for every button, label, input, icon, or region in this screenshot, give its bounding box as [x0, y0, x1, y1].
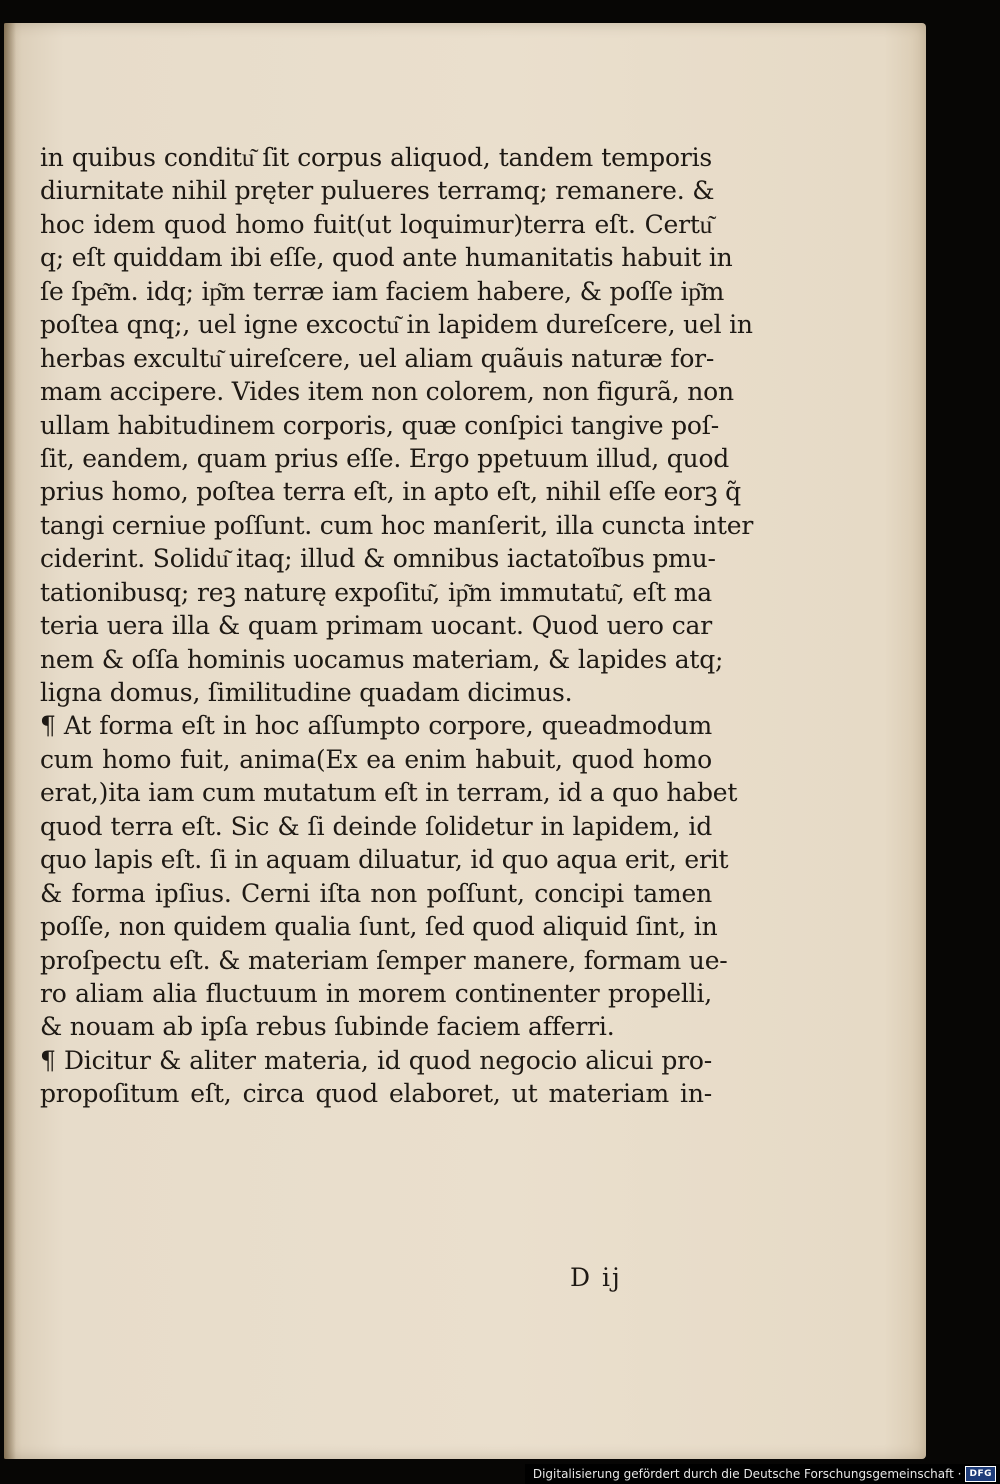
- text-line: proſpectu eſt. & materiam ſemper manere, formam ue-: [40, 945, 728, 975]
- book-page: [4, 23, 926, 1459]
- text-line: tangi cerniue poſſunt. cum hoc manſerit, illa cuncta inter: [40, 510, 754, 540]
- signature-mark: D ij: [570, 1263, 622, 1292]
- text-line: quod terra eſt. Sic & ſi deinde ſolidetur in lapidem, id: [40, 811, 712, 841]
- text-line: ſe ſpe͂m. idq; ip͂m terræ iam faciem habere, & poſſe ip͂m: [40, 276, 725, 306]
- spine-shadow: [4, 23, 16, 1459]
- text-line: tationibusq; reꝫ naturę expoſitu͂, ip͂m immutatu͂, eſt ma: [40, 577, 712, 607]
- text-line: herbas excultu͂ uireſcere, uel aliam quãuis naturæ for-: [40, 343, 715, 373]
- text-line: propoſitum eſt, circa quod elaboret, ut materiam in-: [40, 1079, 712, 1109]
- text-line: ciderint. Solidu͂ itaq; illud & omnibus iactatoı̃bus pmu-: [40, 544, 716, 574]
- text-line: hoc idem quod homo fuit(ut loquimur)terra eſt. Certu͂: [40, 209, 712, 239]
- text-line: prius homo, poſtea terra eſt, in apto eſt, nihil eſſe eorꝫ q̃: [40, 477, 741, 507]
- body-text: [40, 141, 754, 1111]
- text-line: ¶ Dicitur & aliter materia, id quod negocio alicui pro-: [40, 1045, 712, 1075]
- text-line: & forma ipſius. Cerni iſta non poſſunt, concipi tamen: [40, 878, 712, 908]
- dfg-logo-icon: DFG: [965, 1466, 996, 1482]
- text-line: ſit, eandem, quam prius eſſe. Ergo ppetuum illud, quod: [40, 443, 730, 473]
- text-line: erat,)ita iam cum mutatum eſt in terram, id a quo habet: [40, 778, 738, 808]
- text-line: ¶ At forma eſt in hoc aſſumpto corpore, queadmodum: [40, 711, 712, 741]
- text-line: ro aliam alia fluctuum in morem continenter propelli,: [40, 978, 712, 1008]
- digitization-credit-bar: [525, 1464, 1000, 1484]
- text-line: nem & oſſa hominis uocamus materiam, & lapides atq;: [40, 644, 724, 674]
- text-line: quo lapis eſt. ſi in aquam diluatur, id quo aqua erit, erit: [40, 845, 729, 875]
- text-line: ullam habitudinem corporis, quæ conſpici tangive poſ-: [40, 410, 720, 440]
- text-line: ligna domus, ſimilitudine quadam dicimus.: [40, 678, 573, 707]
- text-line: q; eſt quiddam ibi eſſe, quod ante humanitatis habuit in: [40, 243, 733, 273]
- text-line: mam accipere. Vides item non colorem, non figurã, non: [40, 377, 734, 407]
- digitization-credit: Digitalisierung gefördert durch die Deutsche Forschungsgemeinschaft ·: [532, 1467, 962, 1481]
- text-line: in quibus conditu͂ ſit corpus aliquod, tandem temporis: [40, 143, 712, 172]
- text-line: teria uera illa & quam primam uocant. Quod uero car: [40, 611, 712, 641]
- text-line: poſtea qnq;, uel igne excoctu͂ in lapidem dureſcere, uel in: [40, 310, 753, 340]
- text-line: & nouam ab ipſa rebus ſubinde faciem afferri.: [40, 1012, 615, 1042]
- text-line: diurnitate nihil pręter pulueres terramq; remanere. &: [40, 176, 715, 206]
- text-line: poſſe, non quidem qualia ſunt, ſed quod aliquid ſint, in: [40, 912, 718, 942]
- text-line: cum homo fuit, anima(Ex ea enim habuit, quod homo: [40, 744, 712, 774]
